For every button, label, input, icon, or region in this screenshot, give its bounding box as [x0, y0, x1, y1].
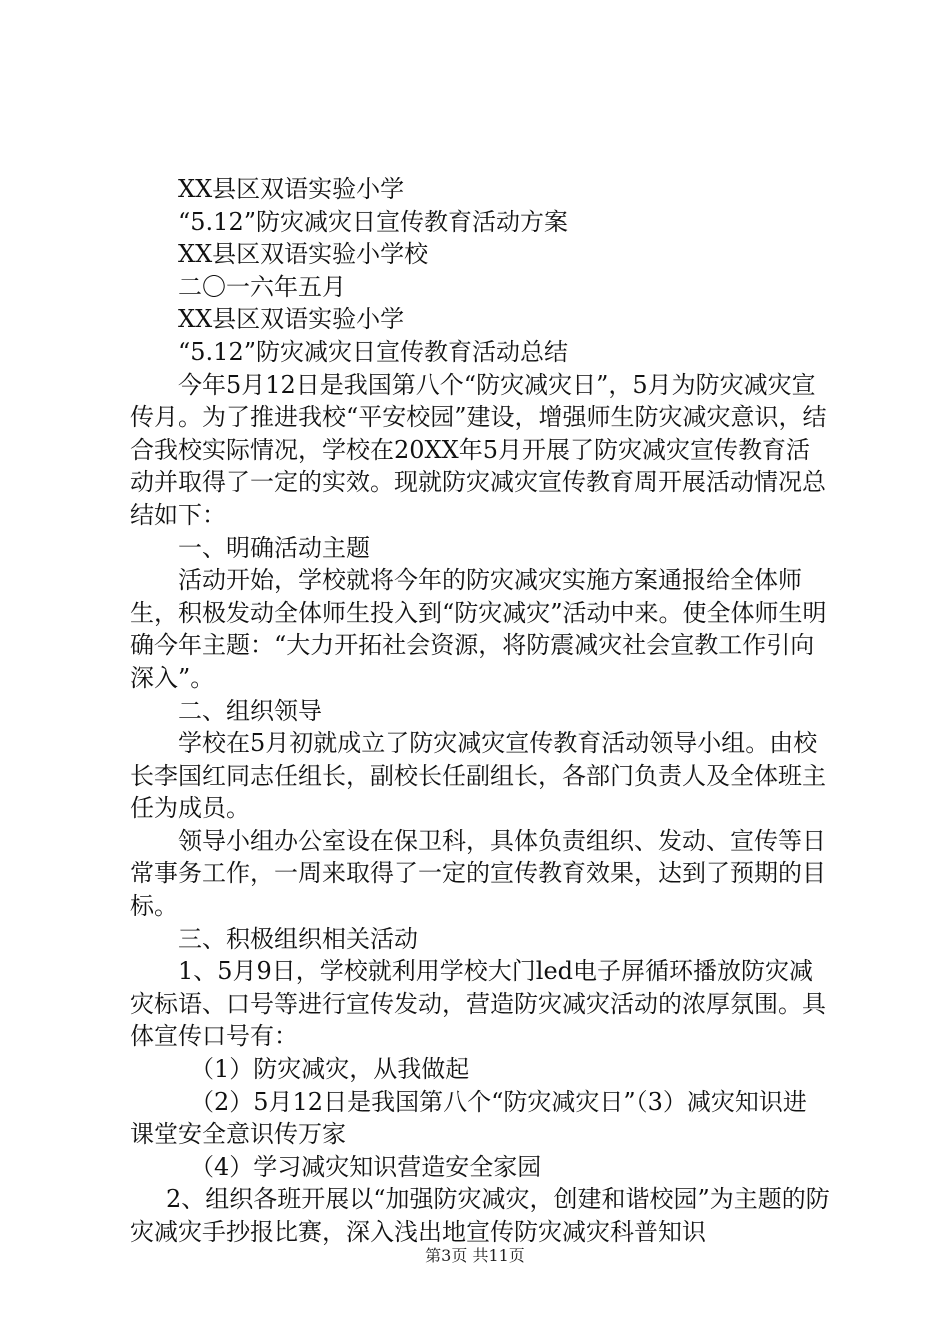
section-heading: 二、组织领导	[178, 696, 322, 725]
slogan-item: （2）5月12日是我国第八个“防灾减灾日”（3）减灾知识进课堂安全意识传万家	[130, 1087, 807, 1149]
header-line: “5.12”防灾减灾日宣传教育活动总结	[178, 337, 568, 366]
header-line: “5.12”防灾减灾日宣传教育活动方案	[178, 207, 568, 236]
paragraph: 1、5月9日，学校就利用学校大门led电子屏循环播放防灾减灾标语、口号等进行宣传发动，营造防灾减灾活动的浓厚氛围。具体宣传口号有：	[130, 957, 826, 1051]
slogan-item: （1）防灾减灾，从我做起	[190, 1055, 470, 1084]
paragraph: 2、组织各班开展以“加强防灾减灾，创建和谐校园”为主题的防灾减灾手抄报比赛，深入浅出地宣传防灾减灾科普知识	[130, 1185, 830, 1246]
header-line: XX县区双语实验小学	[178, 175, 405, 203]
document-body	[130, 173, 830, 1249]
paragraph: 领导小组办公室设在保卫科，具体负责组织、发动、宣传等日常事务工作，一周来取得了一定的宣传教育效果，达到了预期的目标。	[130, 826, 826, 921]
slogan-item: （4）学习减灾知识营造安全家园	[190, 1152, 542, 1181]
header-line: 二〇一六年五月	[178, 272, 346, 301]
header-line: XX县区双语实验小学校	[178, 240, 429, 269]
paragraph: 活动开始，学校就将今年的防灾减灾实施方案通报给全体师生，积极发动全体师生投入到“防灾减灾”活动中来。使全体师生明确今年主题：“大力开拓社会资源，将防震减灾社会宣教工作引向深入”。	[130, 566, 827, 692]
page-footer: 第3页 共11页	[425, 1246, 525, 1265]
paragraph: 学校在5月初就成立了防灾减灾宣传教育活动领导小组。由校长李国红同志任组长，副校长任副组长，各部门负责人及全体班主任为成员。	[130, 729, 826, 823]
header-line: XX县区双语实验小学	[178, 305, 405, 334]
section-heading: 一、明确活动主题	[178, 533, 370, 562]
paragraph-intro: 今年5月12日是我国第八个“防灾减灾日”，5月为防灾减灾宣传月。为了推进我校“平安校园”建设，增强师生防灾减灾意识，结合我校实际情况，学校在20XX年5月开展了防灾减灾宣传教育活动并取得了一定的实效。现就防灾减灾宣传教育周开展活动情况总结如下：	[130, 370, 827, 529]
section-heading: 三、积极组织相关活动	[178, 924, 418, 953]
